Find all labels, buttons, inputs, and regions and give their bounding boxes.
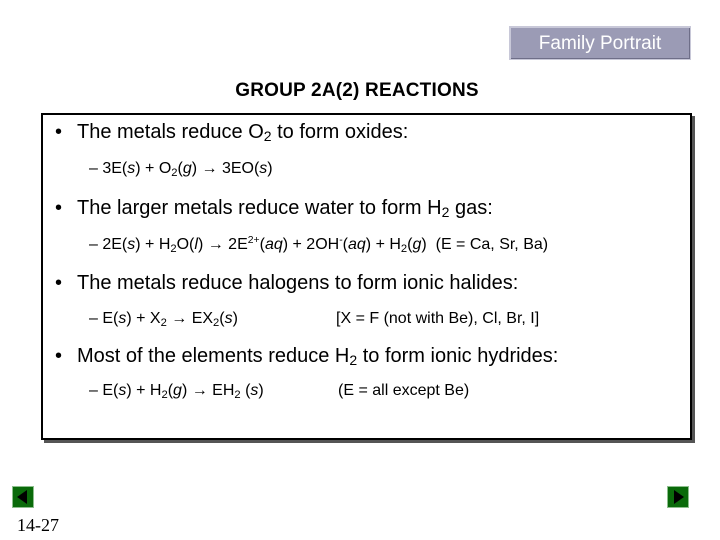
next-slide-button[interactable] (667, 486, 689, 508)
page-number: 14-27 (17, 515, 59, 535)
equation-oxides: – $3E(s) + O_2(g) \to 3EO(s)$ (89, 160, 273, 179)
slide-title: GROUP 2A(2) REACTIONS (235, 80, 479, 101)
bullet-oxides: • The metals reduce $O_2$ to form oxides: (55, 121, 409, 144)
bullet-water: • The larger metals reduce water to form $H_2$ gas: (55, 197, 493, 220)
family-portrait-badge: Family Portrait (509, 26, 691, 60)
halides-note: [X = F (not with Be), Cl, Br, I] (336, 310, 540, 327)
equation-hydrides: – $E(s) + H_2(g) \to EH_2$ (s) (89, 382, 264, 401)
arrow-right-icon (668, 487, 688, 507)
arrow-left-icon (13, 487, 33, 507)
equation-water: – $2E(s) + H_2O(l) \to 2E^{2+}(aq) + 2OH^-(aq) + H_2(g) (E = Ca$, Sr, Ba) (89, 235, 549, 255)
equation-halides: – $E(s) + X_2 \to EX_2(s)$ (89, 310, 238, 329)
hydrides-note: (E = all except Be) (338, 382, 470, 399)
bullet-halides: • The metals reduce halogens to form ionic halides: (55, 272, 519, 294)
prev-slide-button[interactable] (12, 486, 34, 508)
bullet-hydrides: • Most of the elements reduce $H_2$ to form ionic hydrides: (55, 345, 559, 368)
